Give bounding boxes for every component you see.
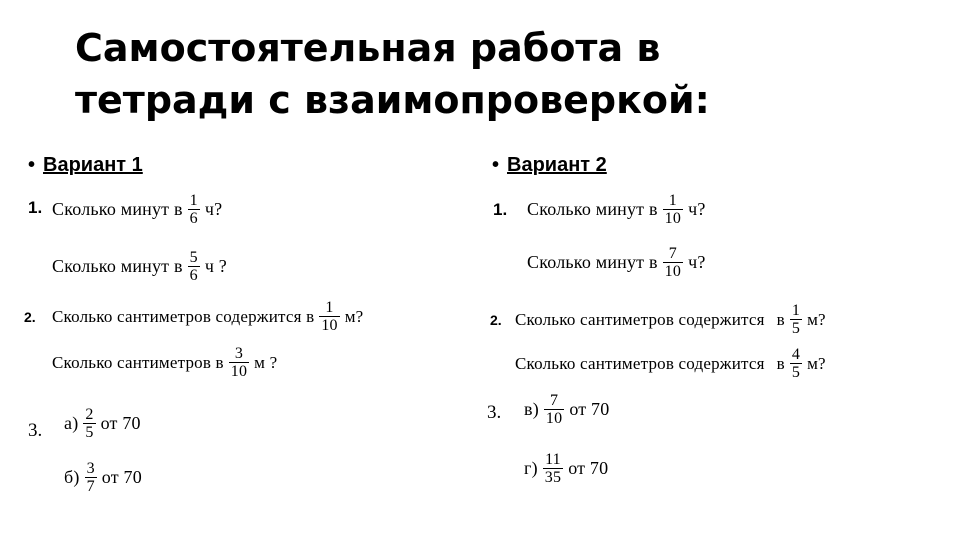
denominator: 7 (86, 478, 95, 495)
v2-task-3b-text: от 70 (568, 458, 609, 478)
v1-task-3b-letter: б) (64, 467, 80, 487)
numerator: 5 (189, 249, 198, 266)
v1-task-2a-unit: м? (344, 306, 364, 326)
v1-task-2b (52, 345, 277, 380)
denominator: 10 (664, 210, 682, 227)
v2-task-3a-letter: в) (524, 399, 539, 419)
v1-task-1b-text: Сколько минут в (52, 256, 183, 276)
numerator: 3 (86, 460, 95, 477)
v2-task-2b-unit: м? (807, 353, 826, 373)
denominator: 6 (189, 267, 198, 284)
v1-task-3b-text: от 70 (101, 467, 142, 487)
v2-task-1a-unit: ч? (688, 199, 706, 219)
slide-title-line-2: тетради с взаимопроверкой: (75, 78, 710, 122)
v1-task-1b (52, 249, 227, 284)
denominator: 10 (230, 363, 248, 380)
v1-task-3b (64, 460, 142, 495)
v2-task-2a (515, 302, 826, 337)
bullet: • (28, 154, 36, 176)
numerator: 2 (85, 406, 94, 423)
numerator: 1 (189, 192, 198, 209)
v1-task-2a (52, 299, 363, 334)
v2-task-1b-unit: ч? (688, 252, 706, 272)
v1-task-2-number: 2. (24, 309, 36, 325)
v1-task-3a-fraction (83, 406, 95, 441)
numerator: 3 (234, 345, 244, 362)
v2-task-1b-fraction (663, 245, 683, 280)
numerator: 4 (791, 346, 801, 363)
v2-task-3b-fraction (543, 451, 563, 486)
v1-task-3a (64, 406, 141, 441)
v1-task-3a-letter: а) (64, 413, 79, 433)
v2-task-3a (524, 392, 609, 427)
v1-task-2b-unit: м ? (254, 352, 278, 372)
v2-task-1-number: 1. (493, 200, 508, 219)
v1-task-1b-fraction (188, 249, 200, 284)
denominator: 5 (85, 424, 94, 441)
v1-task-1-number: 1. (28, 198, 43, 217)
v1-task-2b-fraction (229, 345, 249, 380)
variant-1-heading (28, 152, 143, 178)
v2-task-2a-preposition: в (776, 309, 785, 329)
v2-task-2a-text: Сколько сантиметров содержится (515, 309, 765, 329)
v1-task-1b-unit: ч ? (204, 256, 228, 276)
v1-task-2a-text: Сколько сантиметров содержится в (52, 306, 315, 326)
variant-2-heading (492, 152, 607, 178)
v2-task-1a-text: Сколько минут в (527, 199, 658, 219)
v2-task-3-number: 3. (487, 402, 502, 423)
numerator: 1 (668, 192, 677, 209)
denominator: 5 (791, 364, 801, 381)
numerator: 1 (791, 302, 801, 319)
v1-task-3-number: 3. (28, 420, 43, 441)
v1-task-2a-fraction (319, 299, 339, 334)
v2-task-2b-text: Сколько сантиметров содержится (515, 353, 765, 373)
v2-task-1a-fraction (663, 192, 683, 227)
variant-2-label: Вариант 2 (507, 154, 607, 176)
denominator: 10 (664, 263, 682, 280)
v2-task-2a-unit: м? (807, 309, 826, 329)
v2-task-2b (515, 346, 826, 381)
bullet: • (492, 154, 500, 176)
v2-task-3b-letter: г) (524, 458, 538, 478)
numerator: 11 (545, 451, 561, 468)
v2-task-3a-fraction (544, 392, 564, 427)
v1-task-1a-unit: ч? (204, 199, 223, 219)
numerator: 1 (325, 299, 334, 316)
denominator: 35 (544, 469, 562, 486)
v2-task-1b-text: Сколько минут в (527, 252, 658, 272)
v1-task-2b-text: Сколько сантиметров в (52, 352, 224, 372)
denominator: 6 (189, 210, 198, 227)
v1-task-1a (52, 192, 222, 227)
slide-title (75, 22, 935, 126)
denominator: 10 (321, 317, 338, 334)
v2-task-2b-fraction (790, 346, 802, 381)
v1-task-3a-text: от 70 (100, 413, 141, 433)
denominator: 5 (791, 320, 801, 337)
v2-task-2-number: 2. (490, 312, 502, 328)
v2-task-3a-text: от 70 (569, 399, 610, 419)
v2-task-3b (524, 451, 608, 486)
v1-task-3b-fraction (85, 460, 97, 495)
numerator: 7 (550, 392, 559, 409)
v2-task-2a-fraction (790, 302, 802, 337)
variant-1-label: Вариант 1 (43, 154, 143, 176)
slide-title-line-1: Самостоятельная работа в (75, 26, 661, 70)
numerator: 7 (668, 245, 677, 262)
v2-task-1a (527, 192, 706, 227)
v2-task-2b-preposition: в (776, 353, 785, 373)
v1-task-1a-fraction (188, 192, 200, 227)
v1-task-1a-text: Сколько минут в (52, 199, 183, 219)
denominator: 10 (545, 410, 563, 427)
v2-task-1b (527, 245, 706, 280)
